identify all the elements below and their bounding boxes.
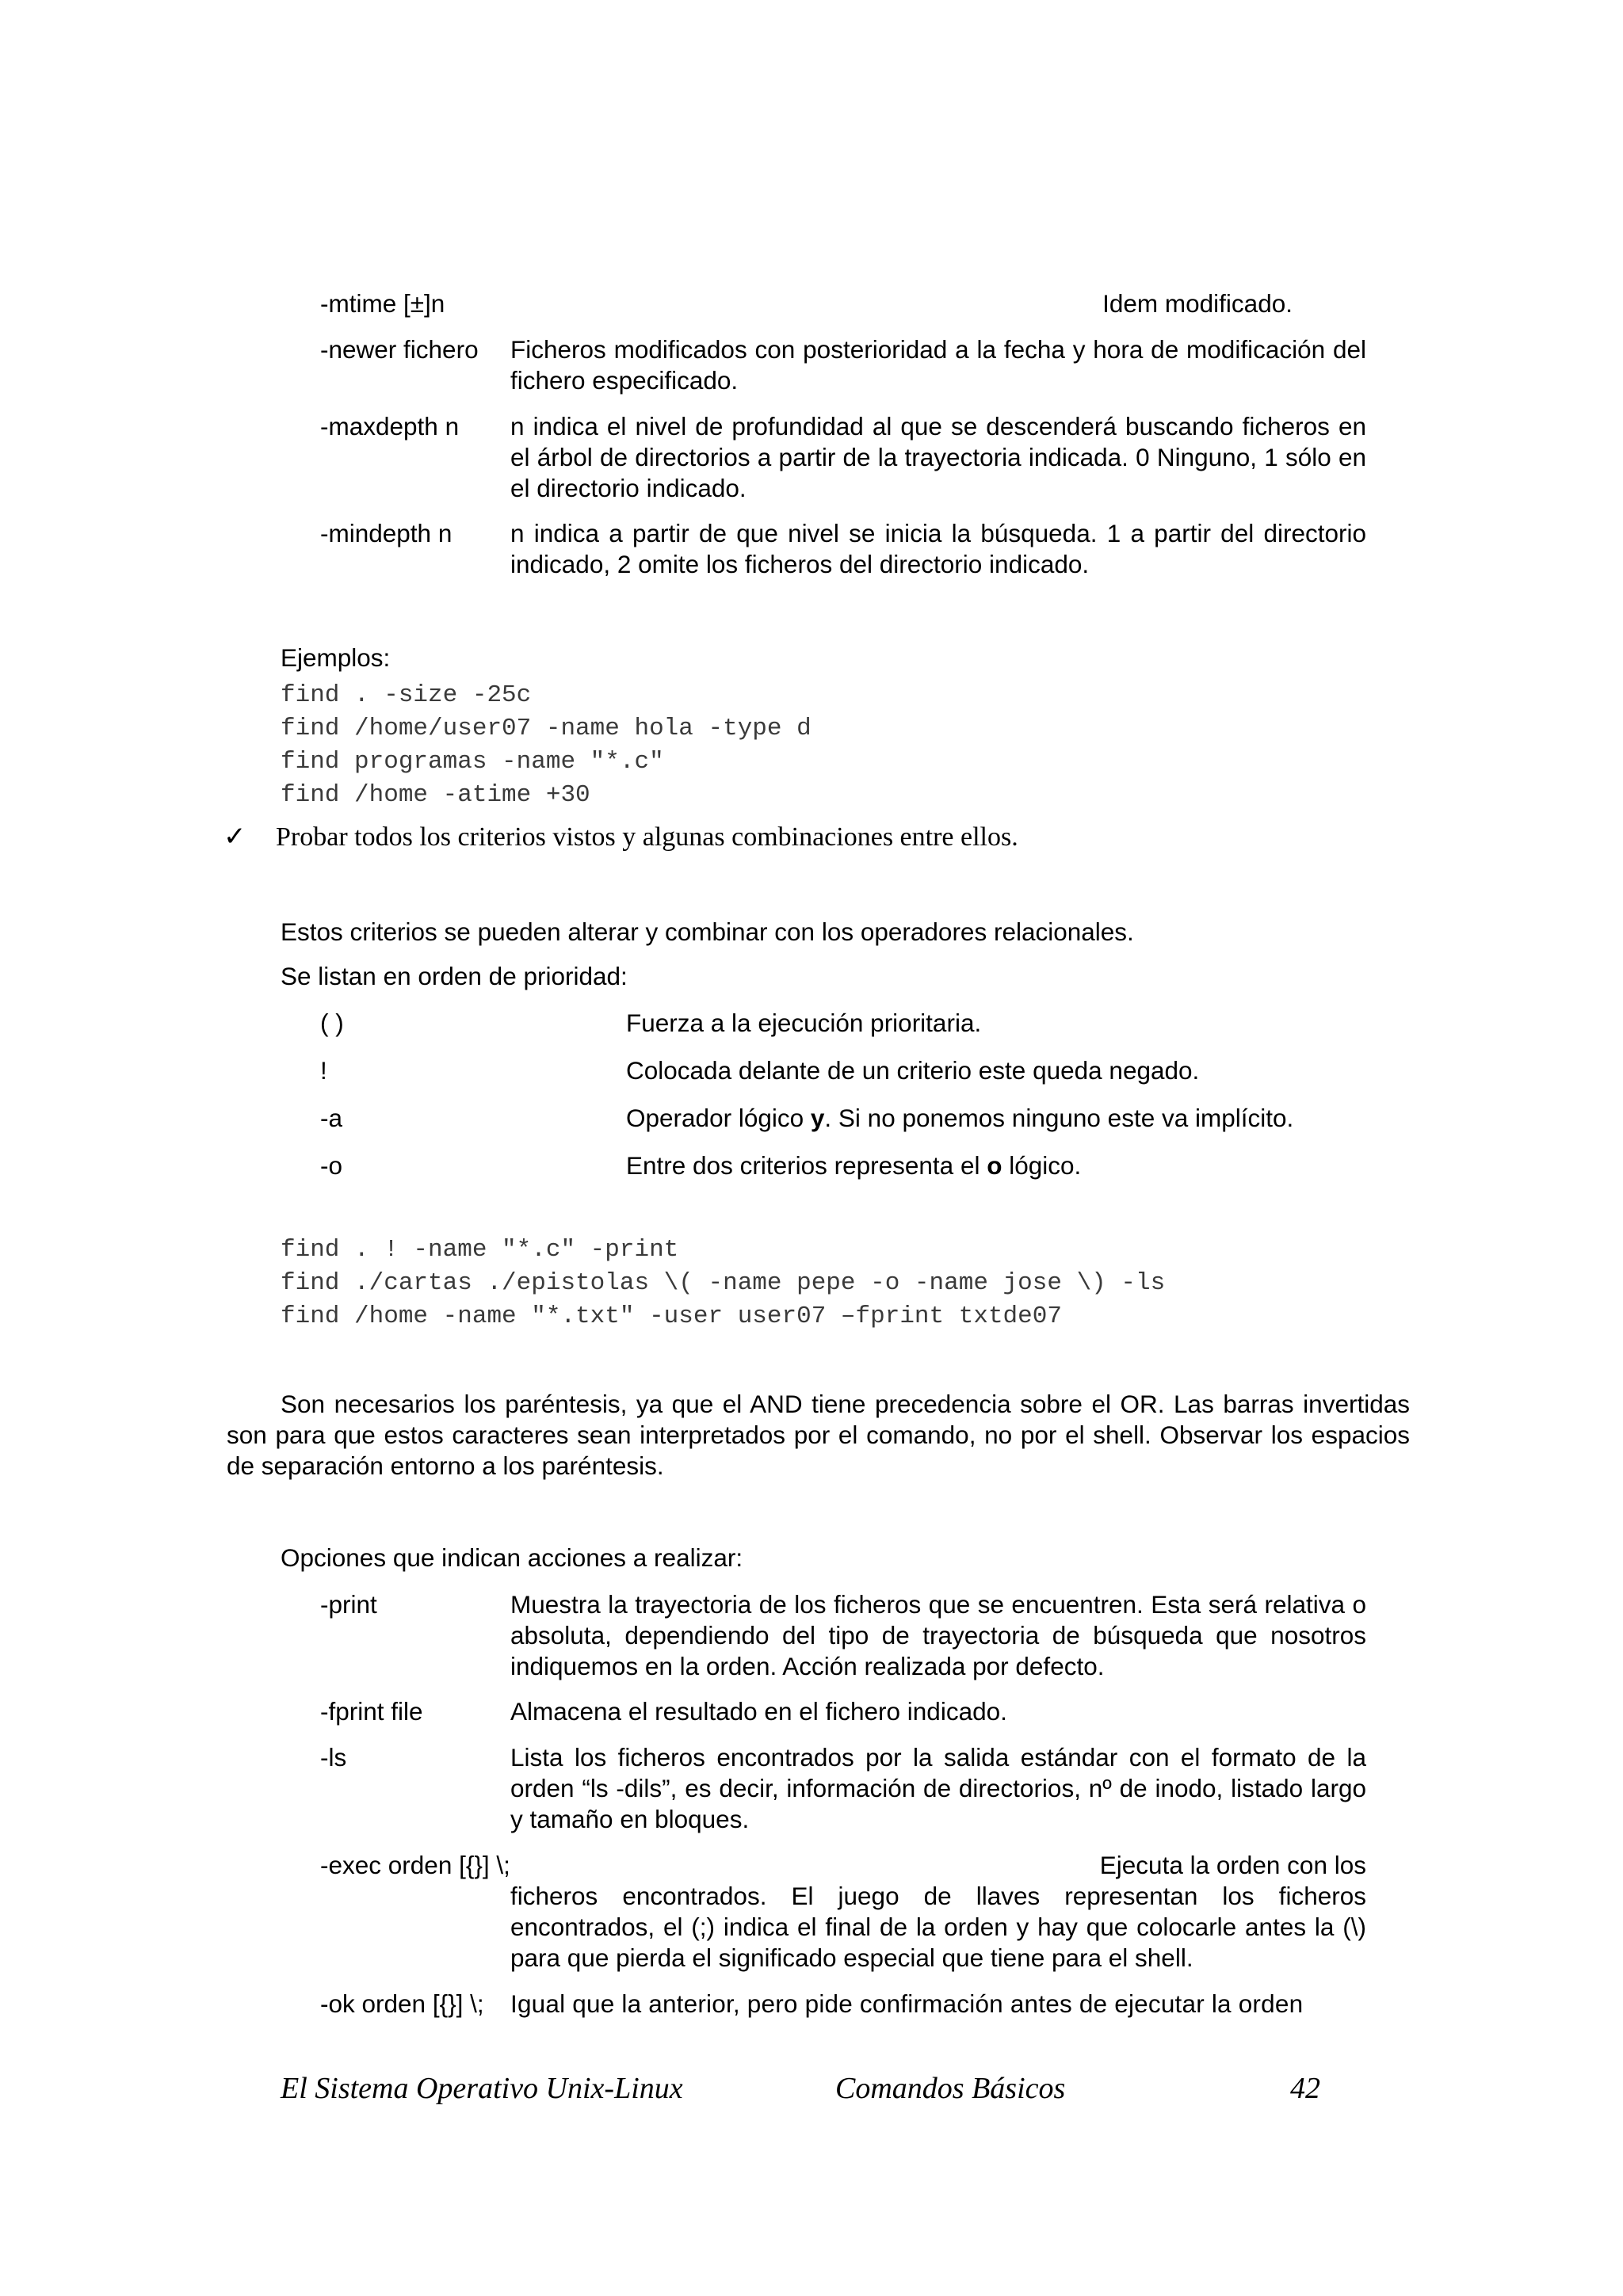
operator-desc: Colocada delante de un criterio este queda negado.: [626, 1056, 1200, 1085]
action-desc: ficheros encontrados. El juego de llaves representan los ficheros encontrados, el (;) indica el final de la orden y hay que colocarle antes la (\) para que pierda el significado especial que tiene para el shell.: [510, 1882, 1366, 1972]
code-line: find programas -name "*.c": [281, 748, 664, 776]
code-line: find /home/user07 -name hola -type d: [281, 715, 812, 742]
option-term: -mtime [±]n: [320, 289, 445, 318]
operators-priority-label: Se listan en orden de prioridad:: [281, 962, 628, 990]
footer-chapter-title: Comandos Básicos: [835, 2072, 1066, 2105]
parentheses-note: Son necesarios los paréntesis, ya que el AND tiene precedencia sobre el OR. Las barras invertidas son para que estos caracteres sean interpretados por el comando, no por el shell. Observar los espacios de separación entorno a los paréntesis.: [227, 1390, 1410, 1480]
operator-symbol: -o: [320, 1151, 343, 1180]
operators-intro: Estos criterios se pueden alterar y combinar con los operadores relacionales.: [281, 917, 1134, 946]
action-term: -fprint file: [320, 1697, 423, 1726]
code-line: find . -size -25c: [281, 681, 532, 709]
operator-row: [320, 1055, 1366, 1086]
code-line: find /home -atime +30: [281, 781, 590, 809]
operator-row: [320, 1150, 1366, 1181]
option-term: -mindepth n: [320, 519, 453, 547]
action-desc: Muestra la trayectoria de los ficheros que se encuentren. Esta será relativa o absoluta, dependiendo del tipo de trayectoria de búsqueda que nosotros indiquemos en la orden. Acción realizada por defecto.: [510, 1590, 1366, 1680]
operator-symbol: -a: [320, 1104, 343, 1132]
option-desc: Ficheros modificados con posterioridad a la fecha y hora de modificación del fichero especificado.: [510, 335, 1366, 395]
code-line: find ./cartas ./epistolas \( -name pepe -o -name jose \) -ls: [281, 1269, 1166, 1297]
task-item: [223, 821, 1018, 852]
action-desc: Almacena el resultado en el fichero indicado.: [510, 1697, 1007, 1726]
option-term: -maxdepth n: [320, 412, 460, 441]
action-desc-first: Ejecuta la orden con los: [1099, 1851, 1366, 1879]
action-ls: [320, 1742, 1366, 1835]
actions-heading: Opciones que indican acciones a realizar:: [281, 1543, 743, 1572]
examples-code-block: [281, 679, 812, 812]
operators-code-block: [281, 1234, 1165, 1333]
option-mtime: [320, 288, 1366, 319]
action-term: -ls: [320, 1743, 347, 1772]
operator-symbol: ( ): [320, 1009, 344, 1037]
code-line: find . ! -name "*.c" -print: [281, 1236, 679, 1264]
operator-desc: Entre dos criterios representa el o lógico.: [626, 1151, 1082, 1180]
footer-book-title: El Sistema Operativo Unix-Linux: [281, 2072, 683, 2105]
task-text: Probar todos los criterios vistos y algunas combinaciones entre ellos.: [276, 822, 1018, 852]
option-desc: Idem modificado.: [1102, 289, 1293, 318]
option-newer: [320, 334, 1366, 396]
action-ok: [320, 1989, 1366, 2019]
operator-desc: Fuerza a la ejecución prioritaria.: [626, 1009, 982, 1037]
option-desc: n indica el nivel de profundidad al que se descenderá buscando ficheros en el árbol de directorios a partir de la trayectoria indicada. 0 Ninguno, 1 sólo en el directorio indicado.: [510, 412, 1366, 502]
examples-heading: Ejemplos:: [281, 643, 391, 672]
action-term: -print: [320, 1590, 377, 1619]
action-term: -exec orden [{}] \;: [320, 1851, 510, 1879]
code-line: find /home -name "*.txt" -user user07 –fprint txtde07: [281, 1302, 1062, 1330]
action-term: -ok orden [{}] \;: [320, 1989, 484, 2018]
operator-desc: Operador lógico y. Si no ponemos ninguno este va implícito.: [626, 1104, 1294, 1132]
operator-row: [320, 1008, 1366, 1039]
operator-symbol: !: [320, 1056, 327, 1085]
option-desc: n indica a partir de que nivel se inicia la búsqueda. 1 a partir del directorio indicado, 2 omite los ficheros del directorio indicado.: [510, 519, 1366, 578]
page-number: 42: [1290, 2072, 1320, 2105]
action-desc: Igual que la anterior, pero pide confirmación antes de ejecutar la orden: [510, 1989, 1304, 2018]
action-desc: Lista los ficheros encontrados por la salida estándar con el formato de la orden “ls -dils”, es decir, información de directorios, nº de inodo, listado largo y tamaño en bloques.: [510, 1743, 1366, 1833]
option-mindepth: [320, 518, 1366, 580]
operator-row: [320, 1103, 1366, 1134]
action-exec: [320, 1850, 1366, 1974]
action-print: [320, 1589, 1366, 1682]
checkmark-icon: ✓: [223, 821, 246, 852]
action-fprint: [320, 1696, 1366, 1727]
option-maxdepth: [320, 411, 1366, 504]
option-term: -newer fichero: [320, 335, 479, 364]
